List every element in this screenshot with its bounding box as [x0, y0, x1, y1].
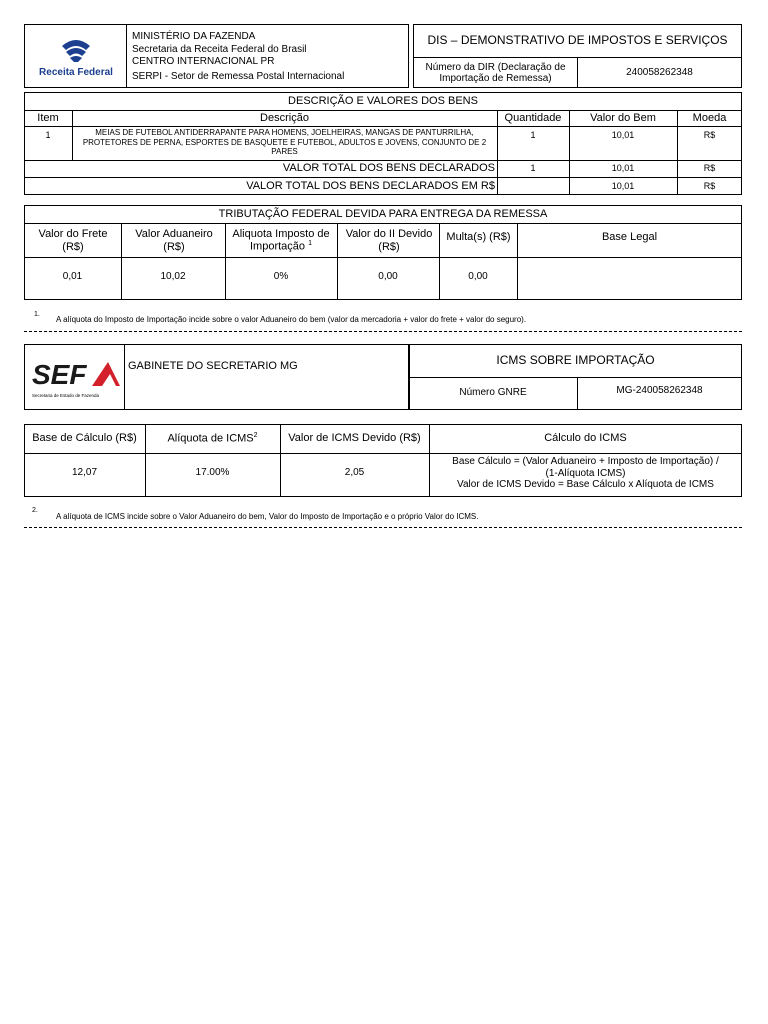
- federal-header-aliquota: [226, 224, 336, 257]
- federal-header-aliquota-text: Aliquota Imposto de Importação: [232, 227, 330, 253]
- federal-value-aduaneiro: 10,02: [160, 271, 186, 283]
- goods-total-brl-value: 10,01: [611, 180, 635, 191]
- centro-name: CENTRO INTERNACIONAL PR: [132, 56, 275, 67]
- goods-total-brl-label: VALOR TOTAL DOS BENS DECLARADOS EM R$: [246, 179, 495, 192]
- icms-header-aliquota-text: Alíquota de ICMS: [167, 432, 254, 445]
- goods-row-description: MEIAS DE FUTEBOL ANTIDERRAPANTE PARA HOMENS, JOELHEIRAS, MANGAS DE PANTURRILHA, PROTETORES DE PERNA, ESPORTES DE BASQUETE E FUTEBOL, ADULTOS E JOVENS, CONJUNTO DE 2 PARES: [82, 128, 487, 157]
- icms-header-base: Base de Cálculo (R$): [32, 432, 137, 445]
- federal-header-ii: Valor do II Devido (R$): [345, 227, 433, 253]
- icms-aliquota-note-ref: 2: [253, 431, 258, 439]
- icms-header-devido: Valor de ICMS Devido (R$): [288, 432, 421, 445]
- icms-title: ICMS SOBRE IMPORTAÇÃO: [496, 352, 655, 367]
- goods-total-brl-currency: R$: [703, 180, 716, 191]
- icms-calculo-formula: [429, 456, 742, 491]
- gnre-number: MG-240058262348: [616, 385, 703, 397]
- secretaria-name: Secretaria da Receita Federal do Brasil: [132, 44, 307, 55]
- icms-footnote: A alíquota de ICMS incide sobre o Valor Aduaneiro do bem, Valor do Imposto de Importação e o próprio Valor do ICMS.: [56, 512, 479, 521]
- receita-federal-logo: [36, 36, 116, 80]
- goods-header-item: Item: [37, 111, 59, 124]
- sef-logo: [30, 360, 122, 396]
- federal-header-frete: Valor do Frete (R$): [38, 227, 108, 253]
- icms-header-calculo: Cálculo do ICMS: [544, 432, 627, 445]
- federal-header-multa: Multa(s) (R$): [446, 230, 511, 243]
- serpi-name: SERPI - Setor de Remessa Postal Internacional: [132, 71, 345, 82]
- ministry-name: MINISTÉRIO DA FAZENDA: [132, 31, 256, 42]
- goods-row-currency: R$: [703, 129, 716, 140]
- goods-total-currency: R$: [703, 163, 716, 174]
- federal-header-aduaneiro: Valor Aduaneiro (R$): [135, 227, 213, 253]
- goods-row-quantity: 1: [530, 129, 536, 140]
- receita-federal-logo-text: Receita Federal: [39, 67, 113, 78]
- goods-total-label: VALOR TOTAL DOS BENS DECLARADOS: [282, 162, 495, 175]
- icms-header-aliquota: [145, 424, 280, 453]
- icms-calc-line-2: (1-Alíquota ICMS): [545, 467, 626, 479]
- federal-header-base-legal: Base Legal: [601, 230, 658, 243]
- federal-value-base-legal: [517, 257, 742, 297]
- federal-footnote: A alíquota do Imposto de Importação incide sobre o valor Aduaneiro do bem (valor da mercadoria + valor do frete + valor do seguro).: [56, 315, 527, 324]
- receita-federal-emblem-icon: [36, 36, 116, 64]
- federal-value-ii: 0,00: [378, 271, 398, 283]
- sef-logo-subtitle: Secretaria de Estado de Fazenda: [32, 393, 100, 398]
- goods-header-currency: Moeda: [692, 111, 727, 124]
- gabinete-name: GABINETE DO SECRETARIO MG: [128, 360, 298, 372]
- document-title: DIS – DEMONSTRATIVO DE IMPOSTOS E SERVIÇOS: [427, 32, 728, 47]
- federal-footnote-number: 1.: [34, 311, 40, 318]
- goods-total-qty: 1: [530, 163, 536, 174]
- federal-aliquota-note-ref: 1: [308, 240, 312, 248]
- goods-row-item: 1: [45, 129, 51, 140]
- federal-value-frete: 0,01: [62, 271, 83, 283]
- icms-calc-line-3: Valor de ICMS Devido = Base Cálculo x Alíquota de ICMS: [457, 479, 714, 490]
- federal-title: TRIBUTAÇÃO FEDERAL DEVIDA PARA ENTREGA DA REMESSA: [218, 207, 548, 220]
- federal-value-aliquota: 0%: [273, 271, 289, 283]
- dir-number: 240058262348: [626, 67, 693, 79]
- goods-title: DESCRIÇÃO E VALORES DOS BENS: [288, 94, 478, 107]
- federal-value-multa: 0,00: [468, 271, 488, 283]
- cut-line-1: [24, 331, 742, 332]
- sef-logo-text: SEF: [32, 360, 87, 388]
- icms-value-devido: 2,05: [344, 467, 365, 479]
- sef-emblem-icon: [30, 360, 122, 388]
- icms-value-aliquota: 17.00%: [195, 467, 230, 479]
- icms-value-base: 12,07: [71, 467, 98, 479]
- goods-header-quantity: Quantidade: [504, 111, 562, 124]
- goods-row-value: 10,01: [611, 129, 635, 140]
- goods-header-description: Descrição: [260, 111, 309, 124]
- cut-line-2: [24, 527, 742, 528]
- icms-calc-line-1: Base Cálculo = (Valor Aduaneiro + Imposto de Importação) /: [452, 456, 719, 467]
- icms-footnote-number: 2.: [32, 507, 38, 514]
- goods-total-value: 10,01: [611, 163, 635, 174]
- gnre-label: Número GNRE: [459, 387, 527, 399]
- goods-header-value: Valor do Bem: [590, 111, 656, 124]
- dir-label: Número da DIR (Declaração de Importação de Remessa): [425, 61, 566, 84]
